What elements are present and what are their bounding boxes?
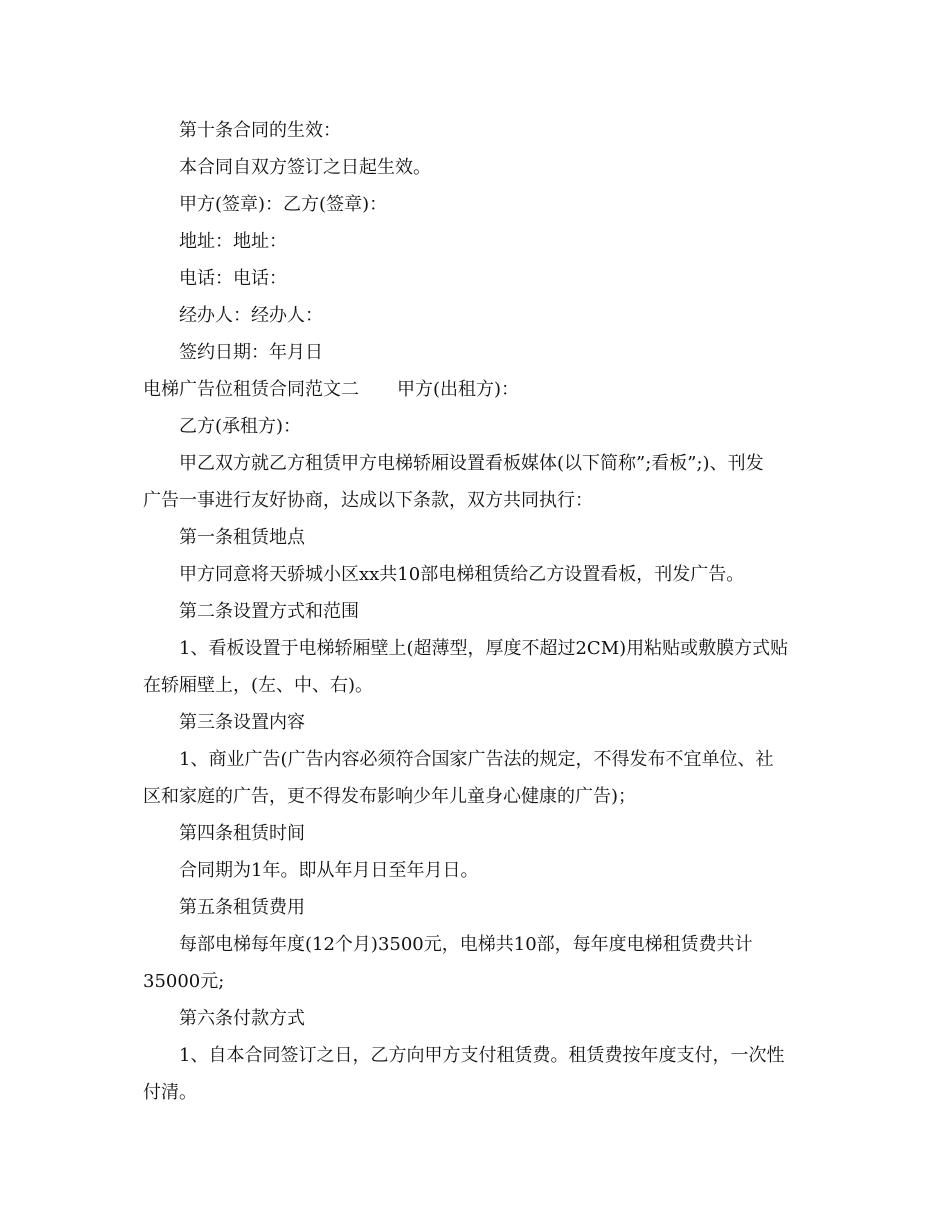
article-5-text-line-1: 每部电梯每年度(12个月)3500元，电梯共10部，每年度电梯租赁费共计 [179,934,753,955]
phone-line: 电话：电话： [179,268,287,289]
contract-title-line [143,371,808,408]
sign-date-line: 签约日期：年月日 [179,342,323,363]
document-body [143,112,808,1111]
article-2-item-1-line-2: 在轿厢壁上，(左、中、右)。 [143,675,374,696]
intro-line-1: 甲乙双方就乙方租赁甲方电梯轿厢设置看板媒体(以下简称”;看板”;)、刊发 [179,453,764,474]
party-a-label: 甲方(出租方)： [397,379,520,400]
article-6-heading: 第六条付款方式 [179,1008,305,1029]
intro-line-2: 广告一事进行友好协商，达成以下条款，双方共同执行： [143,490,593,511]
signature-party-line: 甲方(签章)：乙方(签章)： [179,194,388,215]
article-3-item-1-line-2: 区和家庭的广告，更不得发布影响少年儿童身心健康的广告)； [143,786,637,807]
party-b-label: 乙方(承租方)： [179,416,302,437]
article-4-text: 合同期为1年。即从年月日至年月日。 [179,860,479,881]
article-6-item-1-line-1: 1、自本合同签订之日，乙方向甲方支付租赁费。租赁费按年度支付，一次性 [179,1045,785,1066]
article-5-heading: 第五条租赁费用 [179,897,305,918]
article-10-text: 本合同自双方签订之日起生效。 [179,157,431,178]
address-line: 地址：地址： [179,231,287,252]
article-6-item-1-line-2: 付清。 [143,1082,197,1103]
article-2-item-1-line-1: 1、看板设置于电梯轿厢壁上(超薄型，厚度不超过2CM)用粘贴或敷膜方式贴 [179,638,789,659]
contract-title: 电梯广告位租赁合同范文二 [143,379,359,400]
article-1-text: 甲方同意将天骄城小区xx共10部电梯租赁给乙方设置看板，刊发广告。 [179,564,745,585]
article-5-text-line-2: 35000元; [143,971,225,992]
article-3-item-1-line-1: 1、商业广告(广告内容必须符合国家广告法的规定，不得发布不宜单位、社 [179,749,774,770]
article-4-heading: 第四条租赁时间 [179,823,305,844]
article-1-heading: 第一条租赁地点 [179,527,305,548]
article-10-heading: 第十条合同的生效： [179,120,341,141]
article-2-heading: 第二条设置方式和范围 [179,601,359,622]
handler-line: 经办人：经办人： [179,305,323,326]
article-3-heading: 第三条设置内容 [179,712,305,733]
